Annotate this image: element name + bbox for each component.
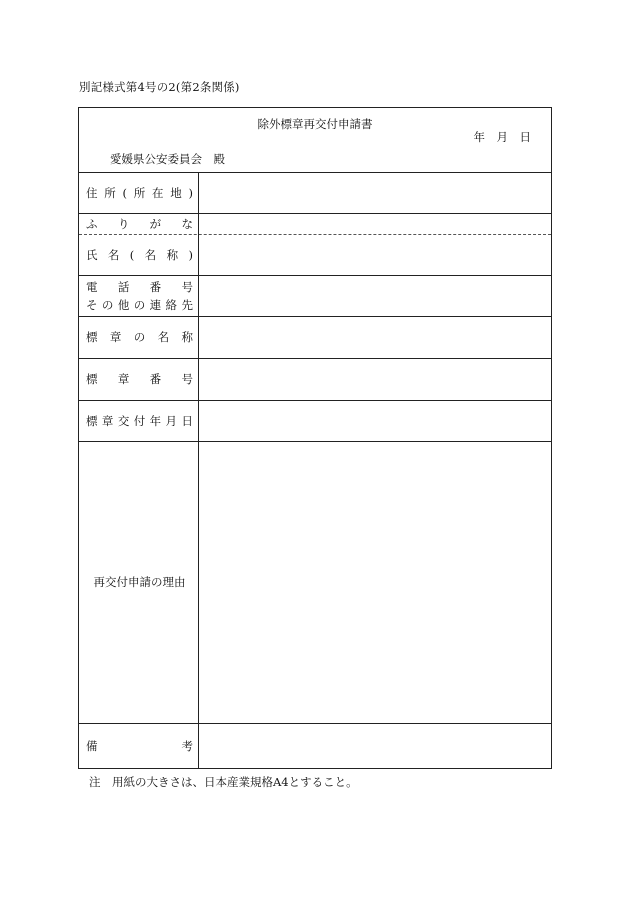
label-char: が <box>149 216 162 231</box>
badge-number-field[interactable] <box>199 358 551 400</box>
label-char: 名 <box>144 247 157 262</box>
label-char: 章 <box>117 372 130 386</box>
label-char: 地 <box>170 185 182 200</box>
label-char: な <box>181 216 193 231</box>
label-char: 標 <box>86 372 98 386</box>
contact-field[interactable] <box>199 275 551 316</box>
furigana-field[interactable] <box>199 213 551 234</box>
label-char: 月 <box>165 413 178 428</box>
label-char: 先 <box>181 297 193 312</box>
furigana-label <box>86 213 193 234</box>
label-char: 所 <box>104 185 116 200</box>
label-char: り <box>117 216 130 231</box>
label-char: 住 <box>86 185 98 200</box>
label-char: 所 <box>133 185 146 200</box>
label-char: 他 <box>117 297 130 312</box>
label-char: 日 <box>181 413 193 428</box>
label-char: 氏 <box>86 247 98 262</box>
label-char: 章 <box>109 330 122 344</box>
form-title: 除外標章再交付申請書 <box>257 117 373 131</box>
label-char: 号 <box>181 372 193 386</box>
application-form <box>78 107 552 769</box>
label-char: 付 <box>133 413 146 428</box>
label-char: 称 <box>181 330 193 344</box>
label-char: ) <box>188 247 193 262</box>
label-char: ( <box>129 247 135 262</box>
remarks-label <box>86 723 193 769</box>
label-char: 標 <box>86 413 98 428</box>
contact-label-line2 <box>86 296 193 314</box>
label-char: 名 <box>107 247 120 262</box>
label-char: そ <box>86 297 98 312</box>
label-char: 交 <box>117 413 130 428</box>
issue-date-field[interactable] <box>199 400 551 441</box>
reason-label-text: 再交付申請の理由 <box>93 575 186 589</box>
label-char: 号 <box>181 279 193 294</box>
label-char: 称 <box>166 247 179 262</box>
badge-name-field[interactable] <box>199 316 551 358</box>
label-char: ふ <box>86 216 98 231</box>
label-char: 年 <box>149 413 162 428</box>
form-number-label: 別記様式第4号の2(第2条関係) <box>79 80 240 94</box>
label-char: 連 <box>149 297 162 312</box>
label-char: の <box>101 297 114 312</box>
label-char: 電 <box>86 279 98 294</box>
name-field[interactable] <box>199 234 551 275</box>
label-char: の <box>133 330 146 344</box>
address-label <box>86 172 193 213</box>
footnote: 注 用紙の大きさは、日本産業規格A4とすること。 <box>89 775 358 789</box>
label-char: の <box>133 297 146 312</box>
badge-number-label <box>86 358 193 400</box>
label-char: 番 <box>149 372 162 386</box>
contact-label <box>86 275 193 316</box>
label-char: 番 <box>149 279 162 294</box>
reason-field[interactable] <box>199 441 551 723</box>
issue-date-label <box>86 400 193 441</box>
label-char: 備 <box>86 739 98 753</box>
badge-name-label <box>86 316 193 358</box>
label-char: 標 <box>86 330 98 344</box>
label-char: ) <box>188 185 193 200</box>
date-field[interactable]: 年 月 日 <box>473 130 531 144</box>
label-char: 話 <box>117 279 130 294</box>
label-char: 絡 <box>165 297 178 312</box>
label-char: ( <box>122 185 127 200</box>
label-char: 名 <box>157 330 170 344</box>
label-char: 在 <box>152 185 164 200</box>
contact-label-line1 <box>86 278 193 296</box>
reason-label <box>86 441 193 723</box>
label-char: 章 <box>101 413 114 428</box>
label-char: 考 <box>181 739 193 753</box>
remarks-field[interactable] <box>199 723 551 769</box>
name-label <box>86 234 193 275</box>
address-field[interactable] <box>199 172 551 213</box>
addressee: 愛媛県公安委員会 殿 <box>110 152 225 166</box>
